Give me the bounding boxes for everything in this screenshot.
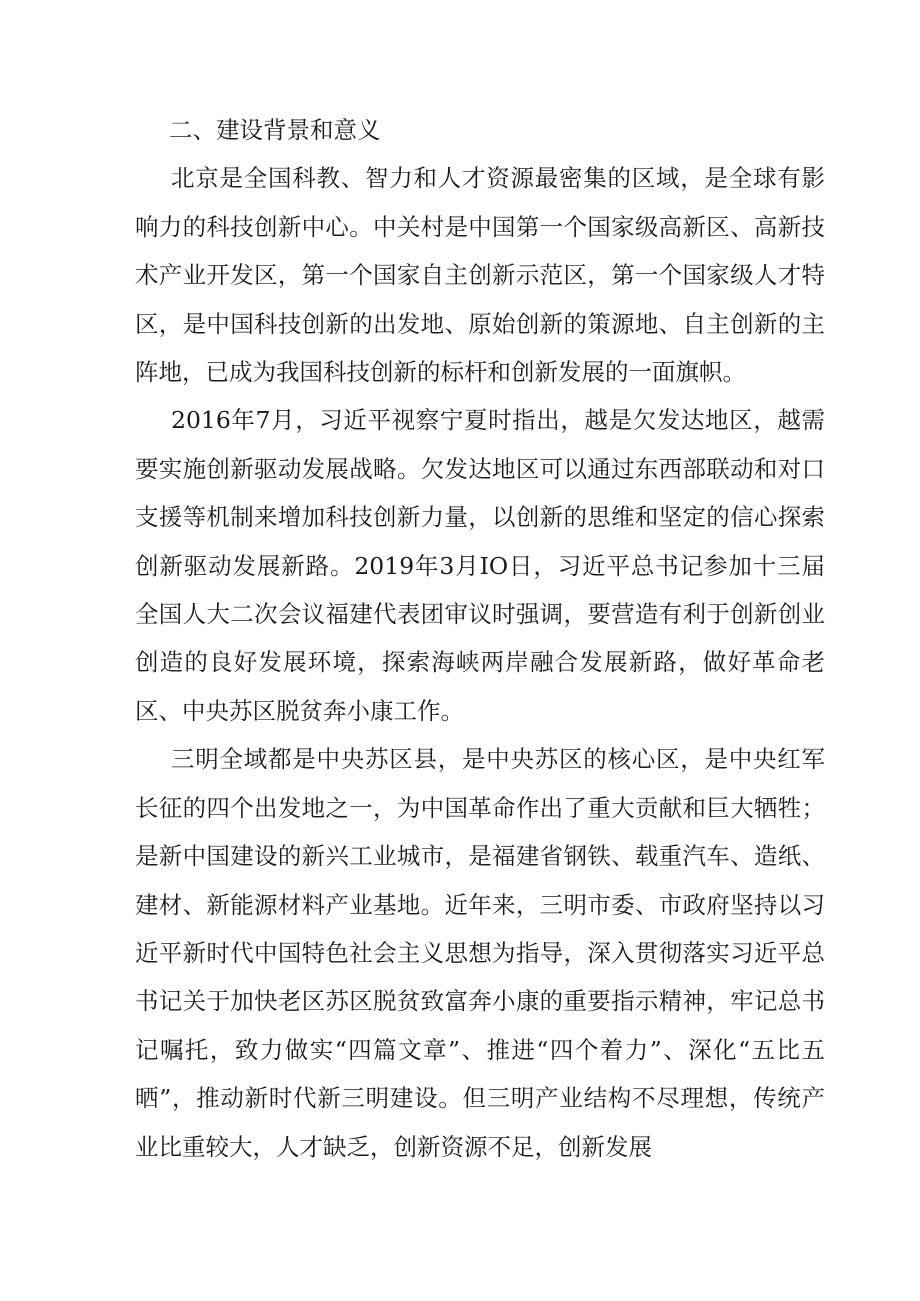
- section-heading: 二、建设背景和意义: [169, 116, 381, 144]
- paragraph-sanming: 三明全域都是中央苏区县，是中央苏区的核心区，是中央红军长征的四个出发地之一，为中国革命作出了重大贡献和巨大牺牲；是新中国建设的新兴工业城市，是福建省钢铁、载重汽车、造纸、建材、新能源材料产业基地。近年来，三明市委、市政府坚持以习近平新时代中国特色社会主义思想为指导，深入贯彻落实习近平总书记关于加快老区苏区脱贫致富奔小康的重要指示精神，牢记总书记嘱托，致力做实“四篇文章”、推进“四个着力”、深化“五比五晒”，推动新时代新三明建设。但三明产业结构不尽理想，传统产业比重较大，人才缺乏，创新资源不足，创新发展: [135, 745, 825, 1161]
- paragraph-beijing: 北京是全国科教、智力和人才资源最密集的区域，是全球有影响力的科技创新中心。中关村是中国第一个国家级高新区、高新技术产业开发区，第一个国家自主创新示范区，第一个国家级人才特区，是中国科技创新的出发地、原始创新的策源地、自主创新的主阵地，已成为我国科技创新的标杆和创新发展的一面旗帜。: [135, 164, 825, 387]
- document-body: [135, 106, 825, 1171]
- paragraph-innovation-policy: 2016年7月，习近平视察宁夏时指出，越是欠发达地区，越需要实施创新驱动发展战略。欠发达地区可以通过东西部联动和对口支援等机制来增加科技创新力量，以创新的思维和坚定的信心探索创新驱动发展新路。2019年3月IO日，习近平总书记参加十三届全国人大二次会议福建代表团审议时强调，要营造有利于创新创业创造的良好发展环境，探索海峡两岸融合发展新路，做好革命老区、中央苏区脱贫奔小康工作。: [135, 406, 825, 725]
